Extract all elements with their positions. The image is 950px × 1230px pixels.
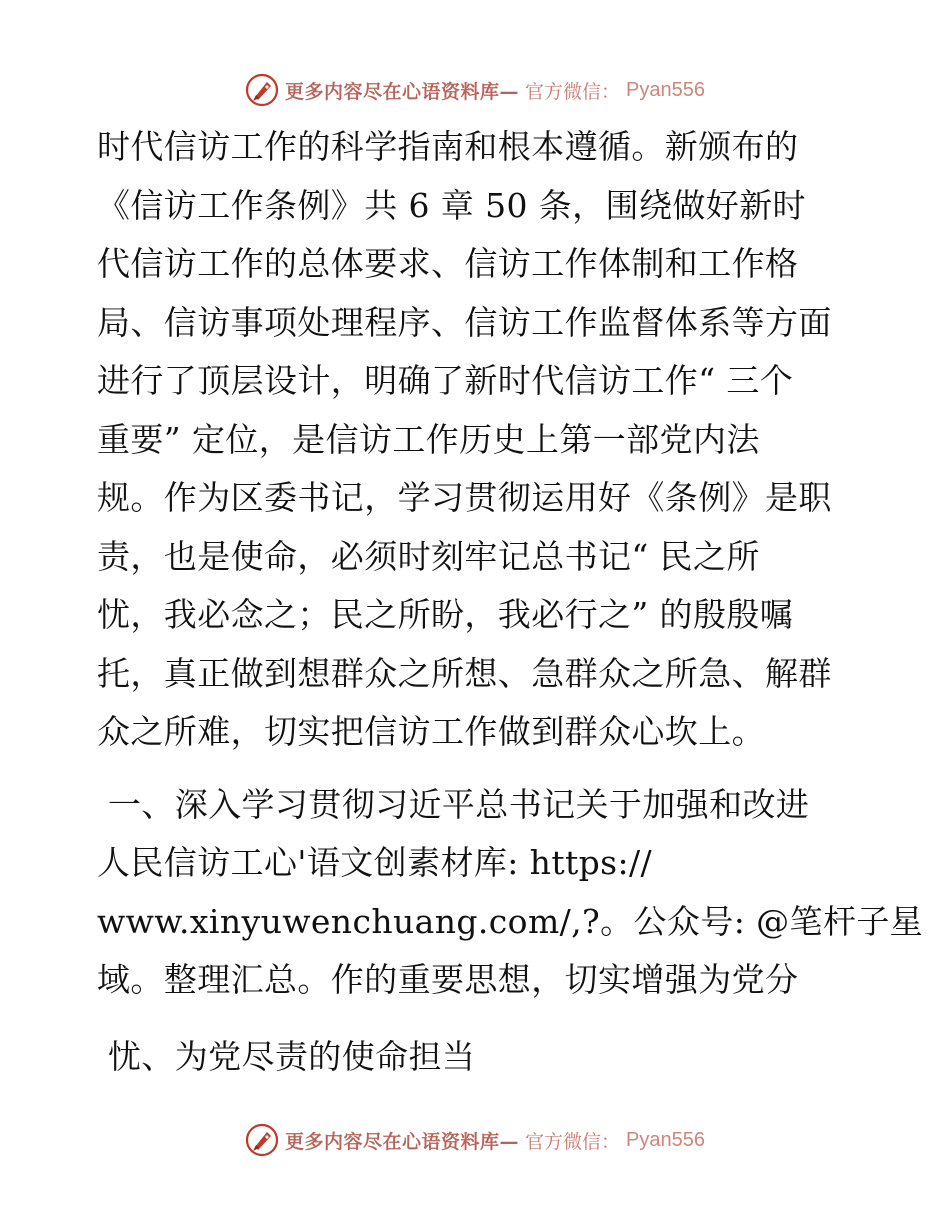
text-line: 托，真正做到想群众之所想、急群众之所急、解群 [97,653,832,693]
heading-line: www.xinyuwenchuang.com/,?。公众号: @笔杆子星 [97,901,924,941]
text-line: 责，也是使命，必须时刻牢记总书记“ 民之所 [97,536,760,576]
text-line: 代信访工作的总体要求、信访工作体制和工作格 [97,244,799,283]
section-heading [97,776,924,1087]
text-line: 时代信访工作的科学指南和根本遵循。新颁布的 [97,127,799,166]
text-line: 重要” 定位，是信访工作历史上第一部党内法 [97,419,760,459]
pen-nib-logo-icon [245,73,279,107]
footer-banner [0,1120,950,1160]
banner-wechat-label: 官方微信： [525,80,621,103]
heading-line: 域。整理汇总。作的重要思想，切实增强为党分 [97,960,799,999]
heading-line: 人民信访工心'语文创素材库: https:// [97,843,653,882]
banner-wechat-id: Pyan556 [626,1128,705,1151]
banner-wechat-id: Pyan556 [626,78,705,101]
text-line: 进行了顶层设计，明确了新时代信访工作“ 三个 [97,361,794,400]
heading-line: 一、深入学习贯彻习近平总书记关于加强和改进 [97,784,810,824]
text-line: 忧，我必念之；民之所盼，我必行之” 的殷殷嘱 [97,595,794,634]
banner-text: 更多内容尽在心语资料库— [285,80,520,103]
text-line: 《信访工作条例》共 6 章 50 条，围绕做好新时 [97,185,806,225]
text-line: 规。作为区委书记，学习贯彻运用好《条例》是职 [97,478,832,517]
text-line: 局、信访事项处理程序、信访工作监督体系等方面 [97,302,832,342]
document-body [97,118,924,1086]
pen-nib-logo-icon [245,1123,279,1157]
banner-text: 更多内容尽在心语资料库— [285,1130,520,1153]
heading-line: 忧、为党尽责的使命担当 [97,1036,476,1076]
paragraph-1 [97,118,857,762]
header-banner [0,70,950,110]
text-line: 众之所难，切实把信访工作做到群众心坎上。 [97,712,765,751]
banner-wechat-label: 官方微信： [525,1130,621,1153]
